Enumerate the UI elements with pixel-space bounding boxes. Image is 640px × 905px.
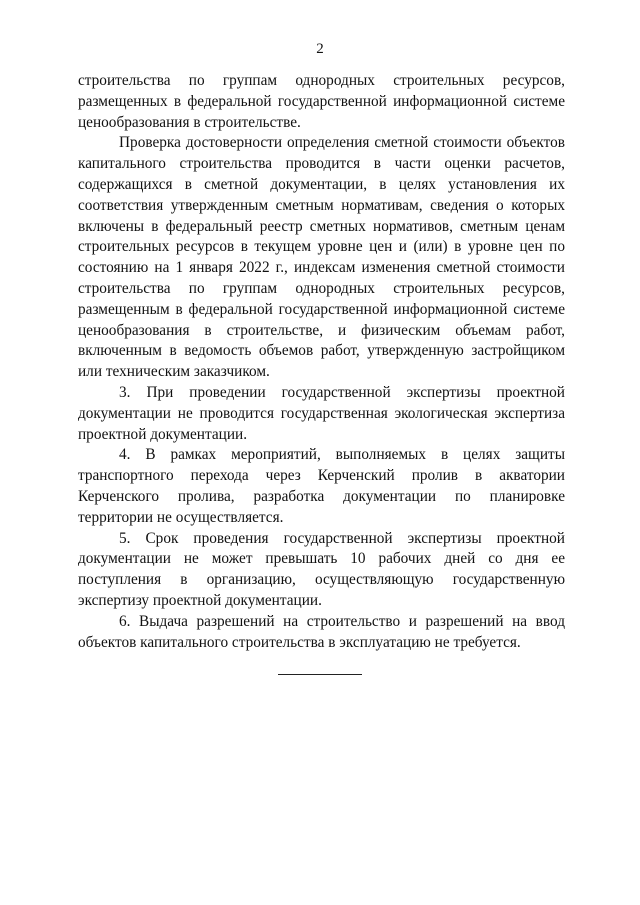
paragraph-cost-verification: Проверка достоверности определения сметной стоимости объектов капитального строительства проводится в части оценки расчетов, содержащихся в сметной документации, в целях установления их соответствия утвержденным сметным нормативам, сведения о которых включены в федеральный реестр сметных нормативов, сметным ценам строительных ресурсов в текущем уровне цен и (или) в уровне цен по состоянию на 1 января 2022 г., индексам изменения сметной стоимости строительства по группам однородных строительных ресурсов, размещенным в федеральной государственной информационной системе ценообразования в строительстве, и физическим объемам работ, включенным в ведомость объемов работ, утвержденную застройщиком или техническим заказчиком.: [78, 134, 565, 381]
document-body: [78, 71, 565, 653]
page-number: 2: [316, 41, 324, 57]
paragraph-item-4: 4. В рамках мероприятий, выполняемых в целях защиты транспортного перехода через Керченский пролив в акватории Керченского пролива, разработка документации по планировке территории не осуществляется.: [78, 446, 565, 526]
paragraph-item-3: 3. При проведении государственной экспертизы проектной документации не проводится государственная экологическая экспертиза проектной документации.: [78, 383, 565, 443]
paragraph-continuation: строительства по группам однородных строительных ресурсов, размещенных в федеральной государственной информационной системе ценообразования в строительстве.: [78, 72, 565, 131]
paragraph-item-5: 5. Срок проведения государственной экспертизы проектной документации не может превышать 10 рабочих дней со дня ее поступления в организацию, осуществляющую государственную экспертизу проектной документации.: [78, 529, 565, 609]
paragraph-item-6: 6. Выдача разрешений на строительство и разрешений на ввод объектов капитального строительства в эксплуатацию не требуется.: [78, 612, 565, 651]
end-separator-line: [278, 674, 362, 675]
